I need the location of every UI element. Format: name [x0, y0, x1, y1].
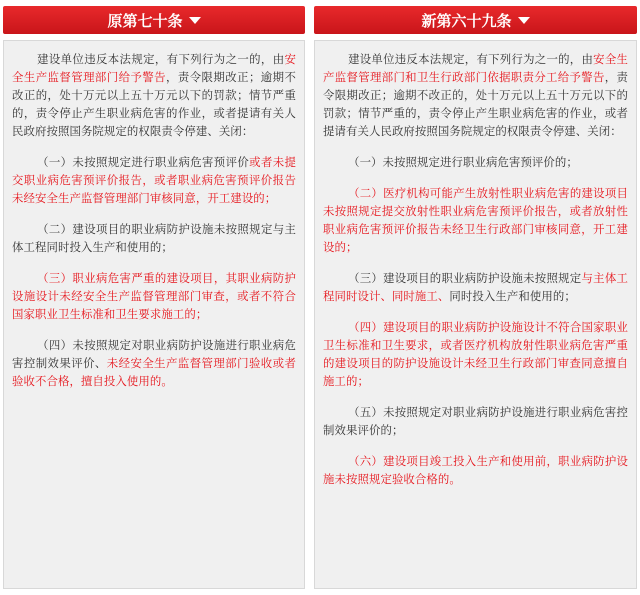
clause-text: （五）未按照规定对职业病防护设施进行职业病危害控制效果评价的； — [323, 405, 628, 437]
left-title: 原第七十条 — [107, 11, 183, 30]
clause-paragraph — [323, 269, 628, 305]
clause-paragraph — [12, 153, 296, 207]
left-header — [3, 6, 305, 34]
clause-text: ，责令限期改正；逾期不改正的，处十万元以上五十万元以下的罚款；情节严重的，责令停止产生职业病危害的作业，或者提请有关人民政府按照国务院规定的权限责令停建、关闭： — [12, 70, 296, 138]
highlighted-text: （四）建设项目的职业病防护设施设计不符合国家职业卫生标准和卫生要求，或者医疗机构放射性职业病危害严重的建设项目的防护设施设计未经卫生行政部门审查同意擅自施工的； — [323, 320, 628, 388]
right-header — [314, 6, 637, 34]
clause-text: 同时投入生产和使用的； — [449, 289, 576, 303]
highlighted-text: （三）职业病危害严重的建设项目，其职业病防护设施设计未经安全生产监督管理部门审查，或者不符合国家职业卫生标准和卫生要求施工的； — [12, 271, 296, 321]
clause-text: 建设单位违反本法规定，有下列行为之一的，由 — [348, 52, 594, 66]
highlighted-text: （六）建设项目竣工投入生产和使用前，职业病防护设施未按照规定验收合格的。 — [323, 454, 628, 486]
clause-paragraph — [323, 403, 628, 439]
clause-paragraph — [323, 184, 628, 256]
clause-text: 建设单位违反本法规定，有下列行为之一的，由 — [37, 52, 285, 66]
clause-paragraph — [323, 318, 628, 390]
clause-text: （三）建设项目的职业病防护设施未按照规定 — [348, 271, 582, 285]
clause-text: ，责令限期改正；逾期不改正的，处十万元以上五十万元以下的罚款；情节严重的，责令停止产生职业病危害的作业，或者提请有关人民政府按照国务院规定的权限责令停建、关闭： — [323, 70, 628, 138]
clause-paragraph — [323, 50, 628, 140]
highlighted-text: 安全生产监督管理部门给予警告 — [12, 52, 296, 84]
clause-paragraph — [323, 452, 628, 488]
clause-text: （四）未按照规定对职业病防护设施进行职业病危害控制效果评价、 — [12, 338, 296, 370]
clause-text: （二）建设项目的职业病防护设施未按照规定与主体工程同时投入生产和使用的； — [12, 222, 296, 254]
highlighted-text: 或者未提交职业病危害预评价报告，或者职业病危害预评价报告未经安全生产监督管理部门审核同意，开工建设的； — [12, 155, 296, 205]
highlighted-text: 安全生产监督管理部门和卫生行政部门依据职责分工给予警告 — [323, 52, 628, 84]
highlighted-text: 与主体工程同时设计、同时施工、 — [323, 271, 628, 303]
clause-paragraph — [12, 269, 296, 323]
right-title: 新第六十九条 — [421, 11, 512, 30]
clause-text: （一）未按照规定进行职业病危害预评价 — [37, 155, 250, 169]
left-panel — [3, 40, 305, 589]
clause-paragraph — [12, 220, 296, 256]
left-column — [3, 6, 305, 589]
down-arrow-icon — [189, 17, 201, 24]
clause-paragraph — [323, 153, 628, 171]
down-arrow-icon — [518, 17, 530, 24]
highlighted-text: （二）医疗机构可能产生放射性职业病危害的建设项目未按照规定提交放射性职业病危害预评价报告，或者放射性职业病危害预评价报告未经卫生行政部门审核同意，开工建设的； — [323, 186, 628, 254]
highlighted-text: 未经安全生产监督管理部门验收或者验收不合格，擅自投入使用的。 — [12, 356, 296, 388]
right-panel — [314, 40, 637, 589]
right-column — [314, 6, 637, 589]
clause-paragraph — [12, 336, 296, 390]
clause-text: （一）未按照规定进行职业病危害预评价的； — [348, 155, 578, 169]
clause-paragraph — [12, 50, 296, 140]
